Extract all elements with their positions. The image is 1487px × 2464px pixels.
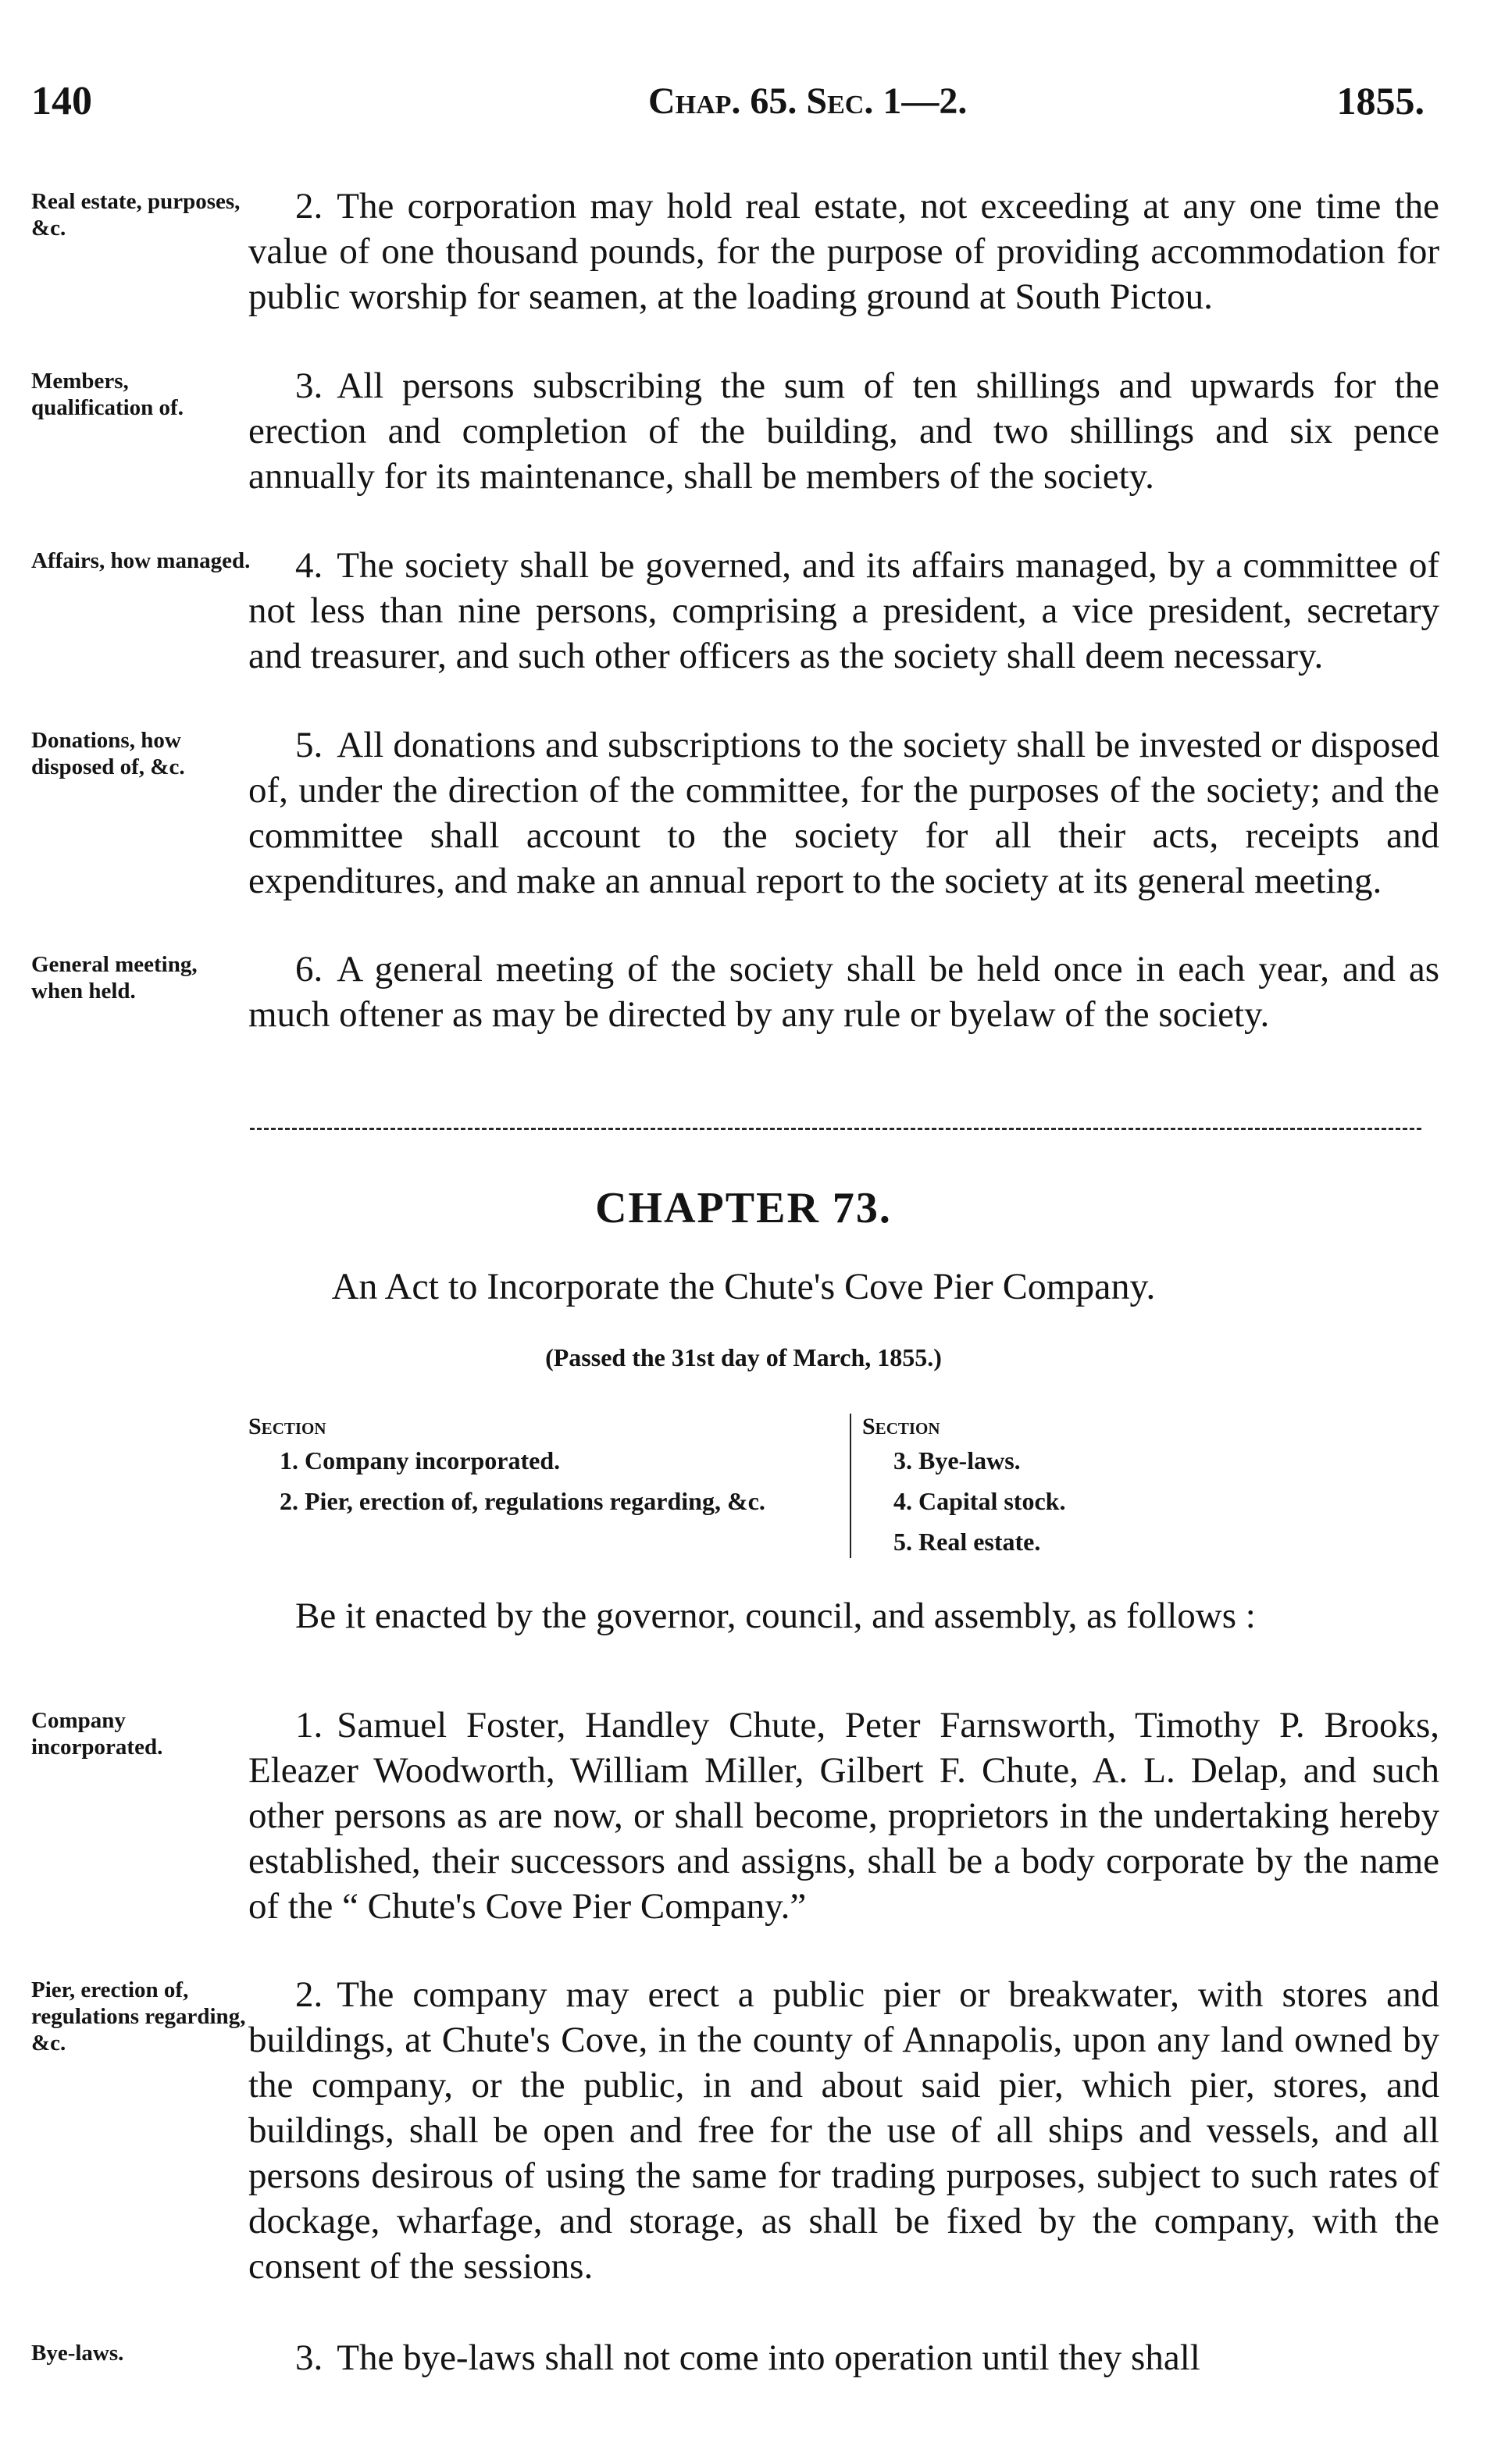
header-year: 1855. [1336, 79, 1425, 123]
section-text: The society shall be governed, and its affairs managed, by a committee of not less than nine persons, comprising a president, a vice president, secretary and treasurer, and such other officers as the society shall deem necessary. [248, 545, 1439, 676]
margin-note: Pier, erection of, regulations regarding, &c. [31, 1977, 246, 2056]
summary-left-column [248, 1414, 842, 1521]
section-body [248, 2335, 1439, 2380]
section-number: 1. [295, 1705, 323, 1745]
section-body [248, 363, 1439, 499]
summary-heading: Section [248, 1414, 326, 1439]
section-text: All persons subscribing the sum of ten shillings and upwards for the erection and completion of the building, and two shillings and six pence annually for its maintenance, shall be members of the society. [248, 365, 1439, 497]
section-body [248, 1703, 1439, 1929]
summary-item: 5. Real estate. [893, 1528, 1041, 1556]
summary-right-column [850, 1414, 1190, 1558]
section-number: 2. [295, 186, 323, 226]
chapter-heading: CHAPTER 73. [595, 1184, 892, 1232]
running-header [31, 78, 1425, 133]
summary-item: 3. Bye-laws. [893, 1446, 1021, 1474]
enacting-clause: Be it enacted by the governor, council, and assembly, as follows : [295, 1596, 1256, 1636]
margin-note: Real estate, purposes, &c. [31, 189, 241, 241]
margin-note: Donations, how disposed of, &c. [31, 728, 185, 779]
section-text: The bye-laws shall not come into operation until they shall [337, 2337, 1200, 2378]
section-number: 2. [295, 1974, 323, 2015]
margin-note: Affairs, how managed. [31, 548, 251, 573]
margin-note: Members, qualification of. [31, 369, 184, 420]
section-body [248, 543, 1439, 679]
section-body [248, 184, 1439, 319]
margin-note: Company incorporated. [31, 1708, 163, 1760]
section-number: 3. [295, 365, 323, 406]
summary-heading: Section [862, 1414, 940, 1439]
margin-note: Bye-laws. [31, 2341, 124, 2366]
section-text: The company may erect a public pier or breakwater, with stores and buildings, at Chute's Cove, in the county of Annapolis, upon any land owned by the company, or the public, in and about said pier, which pier, stores, and buildings, shall be open and free for the use of all ships and vessels, and all persons desirous of using the same for trading purposes, subject to such rates of dockage, wharfage, and storage, as shall be fixed by the company, with the consent of the sessions. [248, 1974, 1439, 2287]
section-body [248, 947, 1439, 1037]
section-text: All donations and subscriptions to the society shall be invested or disposed of, under the direction of the committee, for the purposes of the society; and the committee shall account to the society for all their acts, receipts and expenditures, and make an annual report to the society at its general meeting. [248, 725, 1439, 901]
section-body [248, 1972, 1439, 2289]
section-number: 6. [295, 949, 323, 990]
summary-item: 2. Pier, erection of, regulations regarding, &c. [280, 1487, 765, 1515]
summary-item: 1. Company incorporated. [280, 1446, 561, 1474]
page-number: 140 [31, 79, 92, 123]
section-text: The corporation may hold real estate, not exceeding at any one time the value of one thousand pounds, for the purpose of providing accommodation for public worship for seamen, at the loading ground at South Pictou. [248, 186, 1439, 317]
section-text: Samuel Foster, Handley Chute, Peter Farnsworth, Timothy P. Brooks, Eleazer Woodworth, William Miller, Gilbert F. Chute, A. L. Delap, and such other persons as are now, or shall become, proprietors in the undertaking hereby established, their successors and assigns, shall be a body corporate by the name of the “ Chute's Cove Pier Company.” [248, 1705, 1439, 1927]
section-number: 3. [295, 2337, 323, 2378]
act-title: An Act to Incorporate the Chute's Cove Pier Company. [331, 1266, 1156, 1307]
chapter-divider [250, 1128, 1421, 1130]
summary-item: 4. Capital stock. [893, 1487, 1066, 1515]
section-text: A general meeting of the society shall be held once in each year, and as much oftener as may be directed by any rule or byelaw of the society. [248, 949, 1439, 1035]
section-number: 5. [295, 725, 323, 765]
section-number: 4. [295, 545, 323, 586]
section-body [248, 722, 1439, 904]
chapter-section-reference: Chap. 65. Sec. 1—2. [648, 80, 968, 122]
margin-note: General meeting, when held. [31, 952, 198, 1004]
passed-date: (Passed the 31st day of March, 1855.) [545, 1343, 942, 1371]
